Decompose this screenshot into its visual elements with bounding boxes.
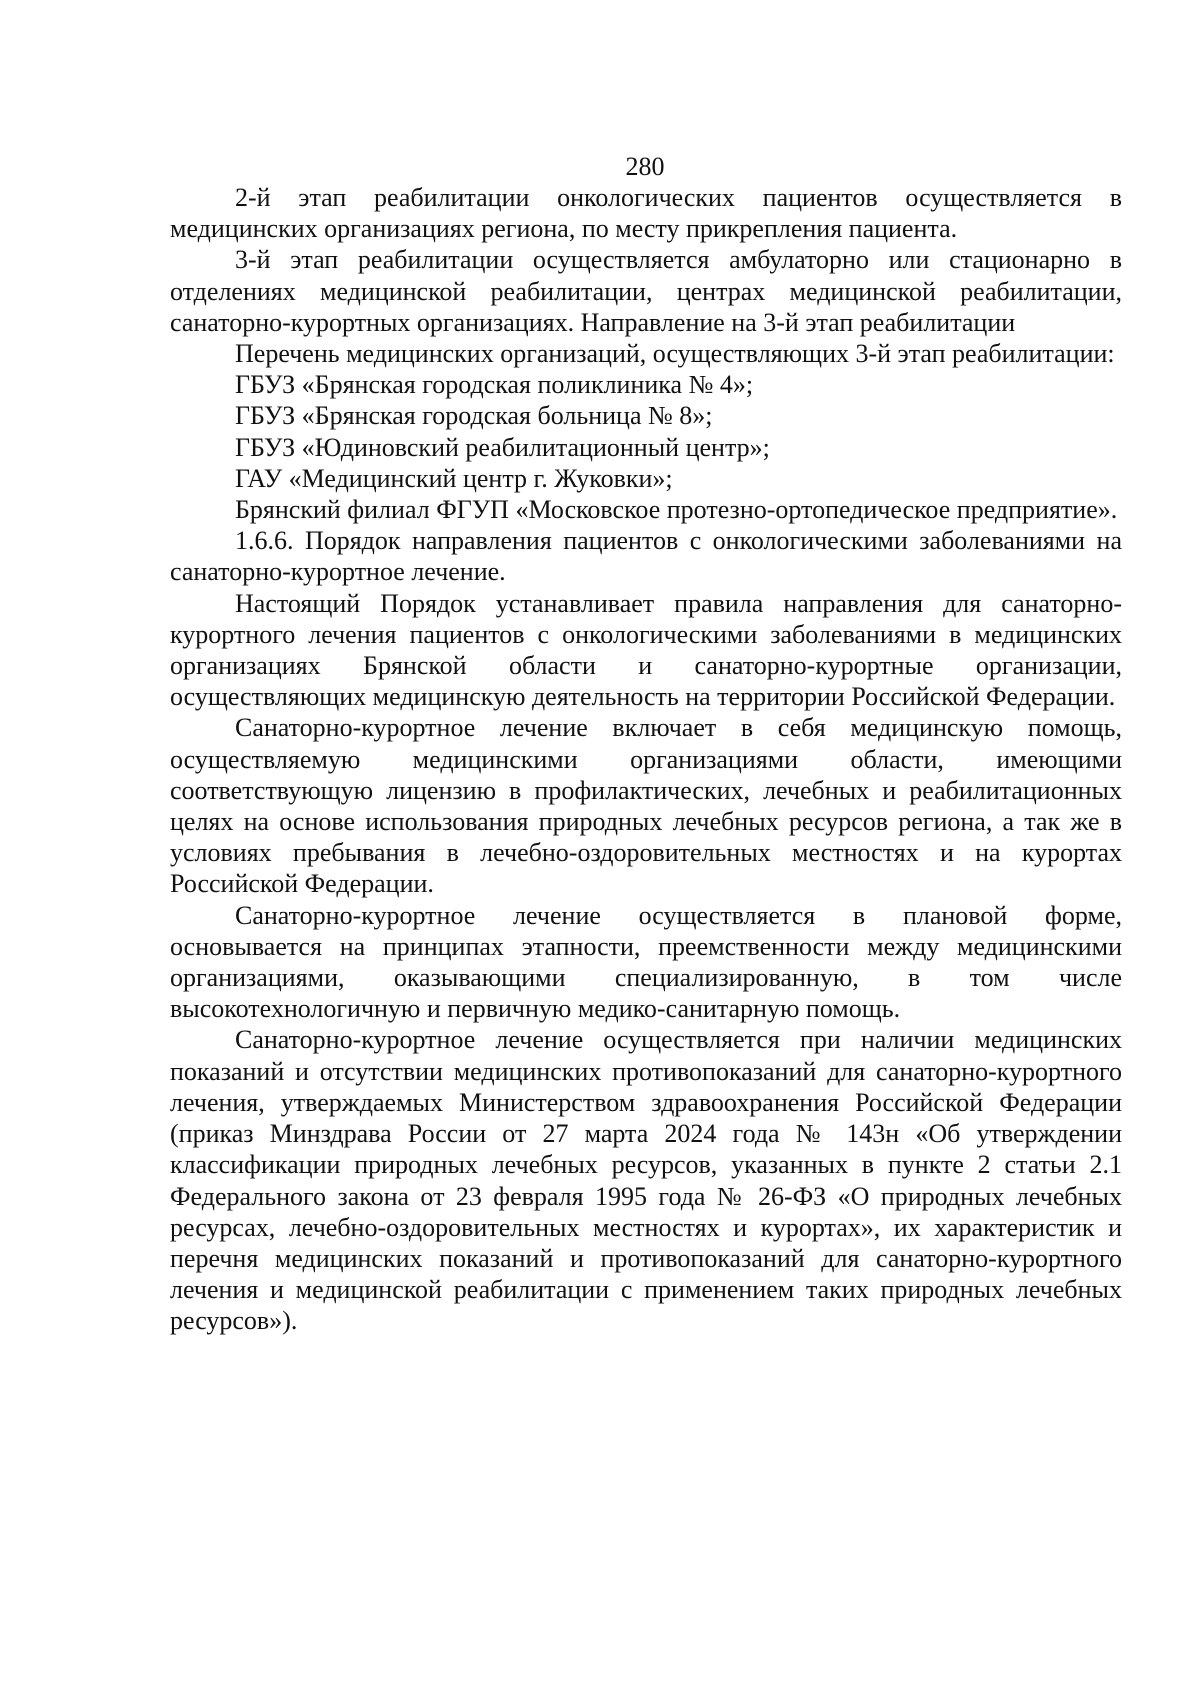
paragraph-indications: Санаторно-курортное лечение осуществляется при наличии медицинских показаний и отсутствии медицинских противопоказаний для санаторно-курортного лечения, утверждаемых Министерством здравоохранения Российской Федерации (приказ Минздрава России от 27 марта 2024 года № 143н «Об утверждении классификации природных лечебных ресурсов, указанных в пункте 2 статьи 2.1 Федерального закона от 23 февраля 1995 года № 26-ФЗ «О природных лечебных ресурсах, лечебно-оздоровительных местностях и курортах», их характеристик и перечня медицинских показаний и противопоказаний для санаторно-курортного лечения и медицинской реабилитации с применением таких природных лечебных ресурсов»). [170,1025,1122,1336]
paragraph-stage-2: 2-й этап реабилитации онкологических пациентов осуществляется в медицинских организациях региона, по месту прикрепления пациента. [170,183,1122,244]
paragraph-planned-form: Санаторно-курортное лечение осуществляется в плановой форме, основывается на принципах этапности, преемственности между медицинскими организациями, оказывающими специализированную, в том числе высокотехнологичную и первичную медико-санитарную помощь. [170,900,1122,1024]
list-item-organization: ГБУЗ «Брянская городская больница № 8»; [235,401,713,431]
paragraph-procedure-rules: Настоящий Порядок устанавливает правила направления для санаторно-курортного лечения пациентов с онкологическими заболеваниями в медицинских организациях Брянской области и санаторно-курортные организации, осуществляющих медицинскую деятельность на территории Российской Федерации. [170,588,1122,712]
paragraph-stage-3: 3-й этап реабилитации осуществляется амбулаторно или стационарно в отделениях медицинской реабилитации, центрах медицинской реабилитации, санаторно-курортных организациях. Направление на 3-й этап реабилитации [170,245,1122,337]
paragraph-treatment-includes: Санаторно-курортное лечение включает в себя медицинскую помощь, осуществляемую медицинскими организациями области, имеющими соответствующую лицензию в профилактических, лечебных и реабилитационных целях на основе использования природных лечебных ресурсов региона, а так же в условиях пребывания в лечебно-оздоровительных местностях и на курортах Российской Федерации. [170,713,1122,899]
list-item-organization: Брянский филиал ФГУП «Московское протезно-ортопедическое предприятие». [235,495,1118,525]
list-item-organization: ГБУЗ «Брянская городская поликлиника № 4»; [235,370,754,400]
page-number: 280 [625,152,665,181]
paragraph-organizations-list-intro: Перечень медицинских организаций, осуществляющих 3-й этап реабилитации: [235,339,1115,369]
section-heading-1-6-6: 1.6.6. Порядок направления пациентов с онкологическими заболеваниями на санаторно-курортное лечение. [170,526,1122,587]
document-body [170,182,1122,1337]
list-item-organization: ГАУ «Медицинский центр г. Жуковки»; [235,463,673,493]
list-item-organization: ГБУЗ «Юдиновский реабилитационный центр»; [235,432,770,462]
